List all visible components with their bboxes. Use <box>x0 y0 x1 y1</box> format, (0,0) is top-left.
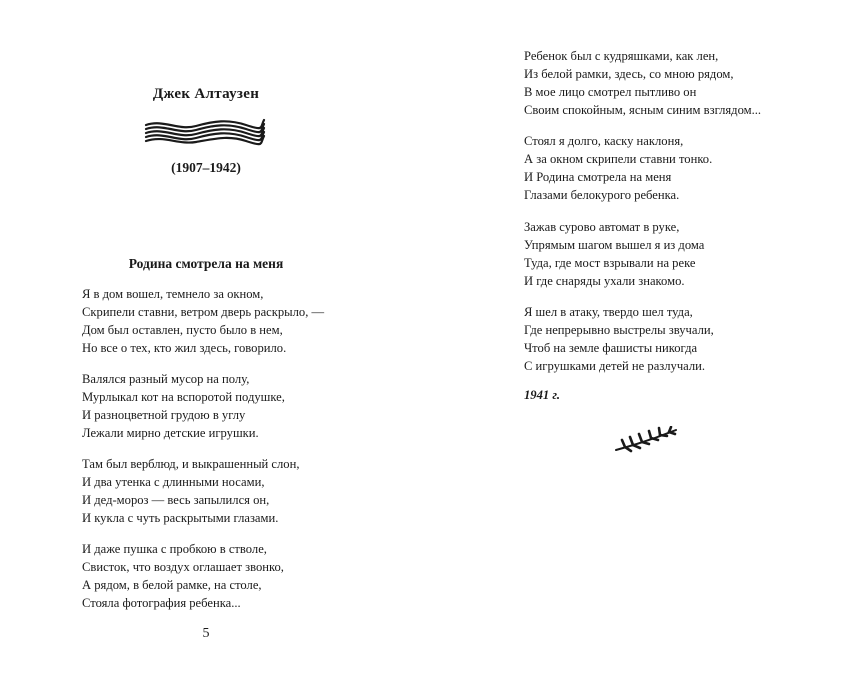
poem-line: Лежали мирно детские игрушки. <box>82 426 259 440</box>
poem-line: Упрямым шагом вышел я из дома <box>524 238 705 252</box>
author-years: (1907–1942) <box>171 160 241 175</box>
stanza-1 <box>82 285 324 357</box>
poem-line: И кукла с чуть раскрытыми глазами. <box>82 511 279 525</box>
poem-line: Стояла фотография ребенка... <box>82 596 241 610</box>
poem-line: И Родина смотрела на меня <box>524 170 672 184</box>
poem-line: И два утенка с длинными носами, <box>82 475 265 489</box>
stanza-2 <box>82 370 285 442</box>
poem-line: И разноцветной грудою в углу <box>82 408 246 422</box>
poem-line: А за окном скрипели ставни тонко. <box>524 152 713 166</box>
stanza-7 <box>524 218 704 290</box>
poem-line: Валялся разный мусор на полу, <box>82 372 250 386</box>
poem-line: Я в дом вошел, темнело за окном, <box>82 287 264 301</box>
stanza-8 <box>524 303 714 375</box>
poem-line: И дед-мороз — весь запылился он, <box>82 493 270 507</box>
right-page <box>429 0 858 696</box>
poem-line: Из белой рамки, здесь, со мною рядом, <box>524 67 734 81</box>
poem-line: Где непрерывно выстрелы звучали, <box>524 323 714 337</box>
page-number: 5 <box>202 626 210 641</box>
poem-line: Ребенок был с кудряшками, как лен, <box>524 49 719 63</box>
stanza-4 <box>82 540 284 612</box>
poem-line: Глазами белокурого ребенка. <box>524 188 680 202</box>
author-name: Джек Алтаузен <box>152 86 260 102</box>
poem-line: Стоял я долго, каску наклоня, <box>524 134 684 148</box>
poem-line: Туда, где мост взрывали на реке <box>524 256 696 270</box>
poem-line: Свисток, что воздух оглашает звонко, <box>82 560 284 574</box>
poem-line: Дом был оставлен, пусто было в нем, <box>82 323 283 337</box>
poem-line: А рядом, в белой рамке, на столе, <box>82 578 262 592</box>
branch-icon <box>613 426 679 454</box>
poem-line: Своим спокойным, ясным синим взглядом... <box>524 103 762 117</box>
poem-line: Мурлыкал кот на вспоротой подушке, <box>82 390 285 404</box>
poem-line: Скрипели ставни, ветром дверь раскрыло, — <box>82 305 325 319</box>
poem-line: Но все о тех, кто жил здесь, говорило. <box>82 341 287 355</box>
poem-line: Чтоб на земле фашисты никогда <box>524 341 698 355</box>
ribbon-icon <box>144 116 266 146</box>
poem-line: Я шел в атаку, твердо шел туда, <box>524 305 693 319</box>
poem-date: 1941 г. <box>524 388 560 402</box>
stanza-6 <box>524 132 712 204</box>
stanza-5 <box>524 47 761 119</box>
poem-line: В мое лицо смотрел пытливо он <box>524 85 697 99</box>
poem-line: И где снаряды ухали знакомо. <box>524 274 685 288</box>
poem-line: Там был верблюд, и выкрашенный слон, <box>82 457 300 471</box>
stanza-3 <box>82 455 299 527</box>
poem-title: Родина смотрела на меня <box>128 256 284 271</box>
poem-line: С игрушками детей не разлучали. <box>524 359 706 373</box>
poem-line: И даже пушка с пробкою в стволе, <box>82 542 267 556</box>
poem-line: Зажав сурово автомат в руке, <box>524 220 680 234</box>
